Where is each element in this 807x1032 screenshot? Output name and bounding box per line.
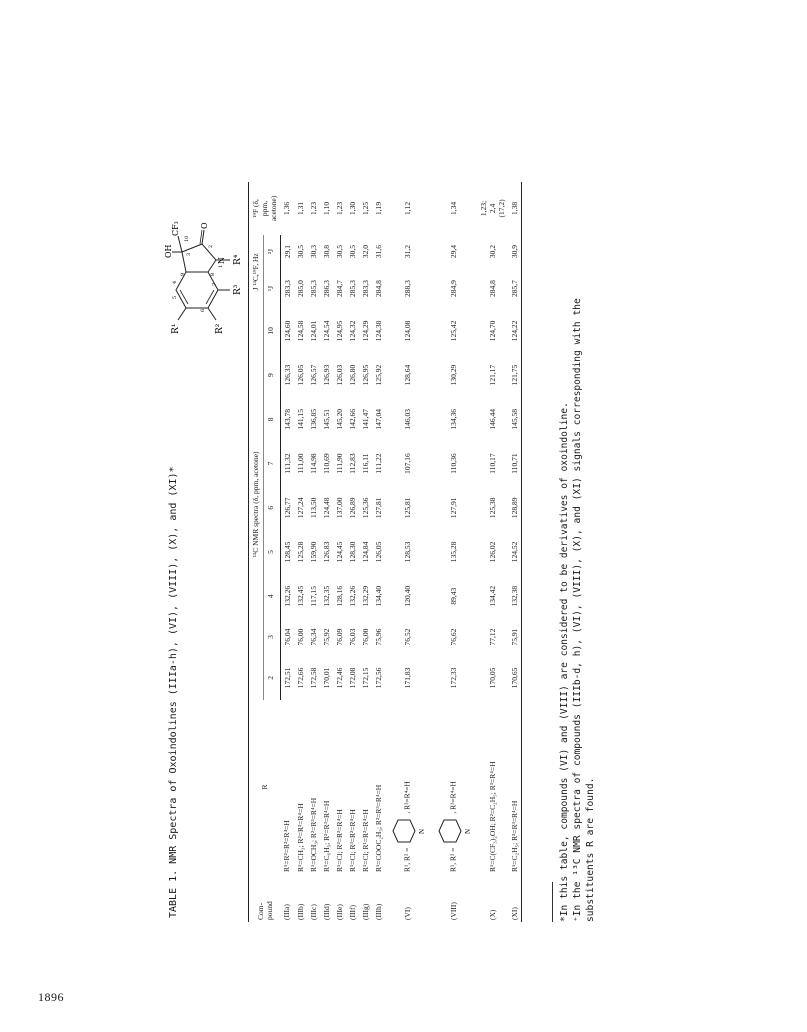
shift-cell: 172,15 bbox=[360, 667, 370, 689]
shift-cell: 145,51 bbox=[321, 409, 331, 430]
table-row bbox=[359, 182, 372, 922]
f19-cell: 1,36 bbox=[282, 201, 292, 216]
coupling-cell: 283,3 bbox=[282, 280, 292, 297]
f19-cell: 1,38 bbox=[508, 182, 522, 235]
shift-cell: 134,40 bbox=[373, 585, 383, 607]
shift-cell: 126,93 bbox=[321, 364, 331, 386]
substituent-cell: R¹=CH₃; R²=R³=R⁴=H bbox=[295, 803, 305, 872]
shift-cell: 126,05 bbox=[373, 541, 383, 563]
shift-cell: 132,26 bbox=[347, 585, 357, 607]
shift-cell: 141,47 bbox=[360, 409, 370, 430]
shift-cell: 159,90 bbox=[308, 541, 318, 563]
c-col-header: 9 bbox=[266, 373, 276, 377]
shift-cell: 126,05 bbox=[295, 364, 305, 386]
compound-cell: (IIIh) bbox=[373, 903, 383, 920]
c-col-header: 7 bbox=[266, 461, 276, 466]
page-number: 1896 bbox=[38, 990, 64, 1004]
footnotes bbox=[558, 182, 597, 922]
f19-cell: 1,23 bbox=[334, 201, 344, 216]
shift-cell: 75,92 bbox=[321, 628, 331, 646]
shift-cell: 125,81 bbox=[403, 497, 412, 519]
shift-cell: 116,11 bbox=[360, 453, 370, 474]
footnote-2: ⁺In the ¹³C NMR spectra of compounds (IIIb-d, h), (VI), (VIII), (X), and (XI) signals corresponding with the bbox=[572, 298, 583, 922]
substituent-cell: R¹=Cl; R²=R³=R⁴=H bbox=[334, 809, 344, 872]
shift-cell: 127,91 bbox=[449, 497, 458, 519]
footnote-1: *In this table, compounds (VI) and (VIII) are considered to be derivatives of oxoindoline. bbox=[559, 402, 570, 922]
pos-6: 6 bbox=[200, 308, 206, 312]
f19-cell: 1,10 bbox=[321, 201, 331, 216]
shift-cell: 127,81 bbox=[373, 497, 383, 519]
cf3-label: CF₃ bbox=[171, 221, 180, 236]
shift-cell: 137,00 bbox=[334, 497, 344, 519]
nmr-table bbox=[248, 182, 522, 922]
table-row bbox=[372, 182, 385, 922]
shift-cell: 171,83 bbox=[403, 667, 412, 689]
compound-cell: (IIIa) bbox=[282, 904, 292, 920]
table-row bbox=[508, 182, 522, 922]
f19-cell: 1,34 bbox=[449, 201, 458, 216]
shift-cell: 121,17 bbox=[487, 364, 497, 386]
coupling-cell: 284,9 bbox=[449, 280, 458, 297]
shift-cell: 128,89 bbox=[508, 486, 522, 530]
shift-cell: 170,05 bbox=[487, 667, 497, 689]
f19-cell: 1,31 bbox=[295, 201, 305, 216]
c-col-header: 4 bbox=[266, 594, 276, 599]
shift-cell: 111,90 bbox=[334, 453, 344, 474]
f19-cell: 1,19 bbox=[373, 201, 383, 216]
landscape-frame bbox=[160, 178, 600, 938]
compound-cell: (IIIe) bbox=[334, 904, 344, 920]
c13-group-header: ¹³C NMR spectra (δ, ppm, acetone) bbox=[249, 309, 264, 700]
shift-cell: 125,28 bbox=[295, 541, 305, 563]
shift-cell: 135,28 bbox=[449, 541, 458, 563]
substituent-cell: R¹=C₆H₅; R²=R³=R⁴=H bbox=[321, 800, 331, 872]
c-col-header: 10 bbox=[266, 327, 276, 335]
shift-cell: 172,08 bbox=[347, 667, 357, 689]
shift-cell: 146,44 bbox=[487, 409, 497, 430]
table-row bbox=[307, 182, 320, 922]
shift-cell: 126,83 bbox=[321, 541, 331, 563]
shift-cell: 76,03 bbox=[347, 628, 357, 646]
table-row bbox=[385, 182, 431, 922]
shift-cell: 145,20 bbox=[334, 409, 344, 430]
shift-cell: 136,85 bbox=[308, 409, 318, 430]
shift-cell: 172,51 bbox=[282, 667, 292, 689]
shift-cell: 126,89 bbox=[347, 497, 357, 519]
shift-cell: 89,43 bbox=[449, 587, 458, 605]
shift-cell: 76,00 bbox=[295, 628, 305, 646]
r-header: R bbox=[249, 700, 281, 874]
shift-cell: 128,30 bbox=[347, 541, 357, 563]
shift-cell: 110,69 bbox=[321, 453, 331, 474]
f19-cell: 1,23; 2,4 (17,2) bbox=[478, 199, 506, 218]
shift-cell: 124,29 bbox=[360, 320, 370, 342]
substituent-prefix: R¹, R² = bbox=[448, 847, 458, 872]
shift-cell: 126,03 bbox=[334, 364, 344, 386]
fused-ring-icon bbox=[436, 814, 472, 848]
r2-label: R² bbox=[215, 323, 225, 334]
table-row bbox=[477, 182, 508, 922]
compound-cell: (IIIb) bbox=[295, 903, 305, 920]
table-title: TABLE 1. NMR Spectra of Oxoindolines (IIIa-h), (VI), (VIII), (X), and (XI)* bbox=[168, 466, 179, 918]
f19-cell: 1,25 bbox=[360, 201, 370, 216]
shift-cell: 76,09 bbox=[334, 628, 344, 646]
coupling-cell: 30,2 bbox=[487, 245, 497, 259]
substituent-prefix: R¹, R² = bbox=[402, 847, 412, 872]
shift-cell: 76,04 bbox=[282, 628, 292, 646]
substituent-cell: R¹=Cl; R¹=R³=R⁴=H bbox=[360, 809, 370, 872]
coupling-cell: 30,9 bbox=[508, 235, 522, 268]
pos-5: 5 bbox=[172, 295, 178, 299]
shift-cell: 114,98 bbox=[308, 453, 318, 474]
shift-cell: 75,91 bbox=[508, 618, 522, 655]
shift-cell: 142,66 bbox=[347, 409, 357, 430]
shift-cell: 170,65 bbox=[508, 656, 522, 700]
c-col-header: 6 bbox=[266, 505, 276, 510]
shift-cell: 124,84 bbox=[360, 541, 370, 563]
shift-cell: 134,36 bbox=[449, 409, 458, 430]
table-row bbox=[280, 182, 294, 922]
table-row bbox=[346, 182, 359, 922]
shift-cell: 111,32 bbox=[282, 453, 292, 474]
shift-cell: 145,58 bbox=[508, 397, 522, 441]
c-col-header: 5 bbox=[266, 550, 276, 554]
shift-cell: 146,03 bbox=[403, 409, 412, 430]
coupling-cell: 31,6 bbox=[373, 245, 383, 259]
f19-cell: 1,23 bbox=[308, 201, 318, 216]
coupling-cell: 32,0 bbox=[360, 245, 370, 259]
n-label: N bbox=[217, 257, 226, 264]
compound-cell: (IIIg) bbox=[360, 903, 370, 920]
coupling-cell: 29,1 bbox=[282, 245, 292, 259]
c-col-header: 3 bbox=[266, 635, 276, 639]
table-row bbox=[431, 182, 477, 922]
shift-cell: 130,29 bbox=[449, 364, 458, 386]
c-col-header: 8 bbox=[266, 417, 276, 422]
shift-cell: 126,77 bbox=[282, 497, 292, 519]
shift-cell: 124,45 bbox=[334, 541, 344, 563]
substituent-suffix: , R³=R⁴=H bbox=[448, 781, 458, 814]
pos-3: 3 bbox=[186, 252, 192, 256]
shift-cell: 170,01 bbox=[321, 667, 331, 689]
coupling-cell: 285,3 bbox=[308, 280, 318, 297]
shift-cell: 126,80 bbox=[347, 364, 357, 386]
j-col-header: ¹J bbox=[266, 285, 276, 292]
substituent-cell: R¹=R²=R³=R⁴=H bbox=[282, 820, 292, 872]
coupling-cell: 30,5 bbox=[334, 245, 344, 259]
shift-cell: 132,26 bbox=[282, 585, 292, 607]
r4-label: R⁴ bbox=[233, 254, 243, 265]
nmr-table-body bbox=[280, 182, 521, 922]
shift-cell: 76,52 bbox=[403, 628, 412, 646]
shift-cell: 76,34 bbox=[308, 628, 318, 646]
coupling-cell: 286,3 bbox=[321, 280, 331, 297]
oh-label: OH bbox=[164, 244, 173, 258]
shift-cell: 143,78 bbox=[282, 409, 292, 430]
shift-cell: 77,12 bbox=[487, 628, 497, 646]
fused-ring-icon bbox=[390, 814, 426, 848]
substituent-cell: R¹=C₂H₅; R²=R³=R⁴=H bbox=[508, 700, 522, 874]
coupling-cell: 29,4 bbox=[449, 245, 458, 259]
shift-cell: 76,62 bbox=[449, 628, 458, 646]
pos-2: 2 bbox=[208, 244, 214, 248]
shift-cell: 172,33 bbox=[449, 667, 458, 689]
substituent-cell: R¹=COOC₂H₅; R²=R³=R⁴=H bbox=[373, 784, 383, 872]
shift-cell: 126,95 bbox=[360, 364, 370, 386]
o-label: O bbox=[200, 222, 209, 229]
coupling-cell: 285,7 bbox=[508, 268, 522, 309]
table-row bbox=[320, 182, 333, 922]
coupling-cell: 30,3 bbox=[308, 245, 318, 259]
compound-cell: (VIII) bbox=[449, 902, 458, 920]
shift-cell: 132,35 bbox=[321, 585, 331, 607]
coupling-cell: 30,8 bbox=[321, 245, 331, 259]
c-col-header: 2 bbox=[266, 676, 276, 680]
substituent-cell: R¹=Cl; R³=R²=R⁴=H bbox=[347, 809, 357, 872]
shift-cell: 132,38 bbox=[508, 574, 522, 618]
pos-4: 4 bbox=[172, 280, 178, 284]
shift-cell: 172,46 bbox=[334, 667, 344, 689]
shift-cell: 110,71 bbox=[508, 441, 522, 485]
compound-cell: (IIIf) bbox=[347, 905, 357, 920]
substituent-suffix: , R³=R⁴=H bbox=[402, 781, 412, 814]
shift-cell: 126,33 bbox=[282, 364, 292, 386]
compound-cell: (XI) bbox=[508, 874, 522, 922]
coupling-cell: 284,8 bbox=[487, 280, 497, 297]
shift-cell: 147,04 bbox=[373, 409, 383, 430]
shift-cell: 124,32 bbox=[347, 320, 357, 342]
shift-cell: 124,08 bbox=[403, 320, 412, 342]
shift-cell: 124,58 bbox=[295, 320, 305, 342]
shift-cell: 111,22 bbox=[373, 453, 383, 474]
coupling-cell: 30,5 bbox=[347, 245, 357, 259]
shift-cell: 141,15 bbox=[295, 409, 305, 430]
compound-cell: (VI) bbox=[403, 907, 412, 920]
compound-header: Com- pound bbox=[249, 874, 281, 922]
shift-cell: 124,54 bbox=[321, 320, 331, 342]
shift-cell: 124,95 bbox=[334, 320, 344, 342]
shift-cell: 128,64 bbox=[403, 364, 412, 386]
shift-cell: 110,36 bbox=[449, 453, 458, 474]
substituent-cell: R¹=OCH₃; R²=R³=R⁴=H bbox=[308, 797, 318, 872]
r3-label: R³ bbox=[233, 284, 243, 295]
shift-cell: 113,50 bbox=[308, 497, 318, 518]
r1-label: R¹ bbox=[171, 323, 181, 334]
table-row bbox=[294, 182, 307, 922]
rotated-table-region bbox=[160, 0, 600, 1032]
shift-cell: 124,01 bbox=[308, 320, 318, 342]
f19-cell: 1,12 bbox=[403, 201, 412, 216]
shift-cell: 121,75 bbox=[508, 353, 522, 397]
coupling-cell: 284,7 bbox=[334, 280, 344, 297]
shift-cell: 125,92 bbox=[373, 364, 383, 386]
shift-cell: 125,42 bbox=[449, 320, 458, 342]
f19-cell: 1,30 bbox=[347, 201, 357, 216]
shift-cell: 172,56 bbox=[373, 667, 383, 689]
substituent-cell bbox=[431, 700, 477, 874]
shift-cell: 76,00 bbox=[360, 628, 370, 646]
shift-cell: 120,40 bbox=[403, 585, 412, 607]
shift-cell: 111,00 bbox=[295, 453, 305, 474]
j-group-header: J ¹³C,¹⁹F, Hz bbox=[249, 235, 264, 309]
ring-n-label: N bbox=[417, 828, 426, 834]
coupling-cell: 30,5 bbox=[295, 245, 305, 259]
shift-cell: 132,45 bbox=[295, 585, 305, 607]
table-row bbox=[333, 182, 346, 922]
shift-cell: 134,42 bbox=[487, 585, 497, 607]
shift-cell: 112,83 bbox=[347, 453, 357, 474]
shift-cell: 117,15 bbox=[308, 586, 318, 607]
shift-cell: 125,36 bbox=[360, 497, 370, 519]
shift-cell: 124,48 bbox=[321, 497, 331, 519]
pos-8: 8 bbox=[210, 272, 216, 276]
pos-10: 10 bbox=[184, 235, 190, 242]
shift-cell: 110,17 bbox=[487, 453, 497, 474]
shift-cell: 124,22 bbox=[508, 309, 522, 353]
footnote-3: substituents R are found. bbox=[585, 777, 596, 922]
oxoindoline-structure bbox=[164, 198, 250, 348]
shift-cell: 172,58 bbox=[308, 667, 318, 689]
shift-cell: 75,96 bbox=[373, 628, 383, 646]
shift-cell: 126,02 bbox=[487, 541, 497, 563]
compound-cell: (IIId) bbox=[321, 903, 331, 920]
substituent-cell bbox=[385, 700, 431, 874]
shift-cell: 127,24 bbox=[295, 497, 305, 519]
coupling-cell: 283,3 bbox=[360, 280, 370, 297]
compound-cell: (X) bbox=[487, 909, 497, 920]
shift-cell: 107,16 bbox=[403, 453, 412, 474]
pos-7: 7 bbox=[212, 282, 218, 286]
shift-cell: 126,57 bbox=[308, 364, 318, 386]
compound-cell: (IIIc) bbox=[308, 904, 318, 920]
pos-1: 1 bbox=[218, 264, 224, 268]
coupling-cell: 284,8 bbox=[373, 280, 383, 297]
j-col-header: ²J bbox=[266, 249, 276, 255]
shift-cell: 128,45 bbox=[282, 541, 292, 563]
footnote-rule bbox=[552, 882, 553, 922]
shift-cell: 172,66 bbox=[295, 667, 305, 689]
coupling-cell: 285,3 bbox=[347, 280, 357, 297]
shift-cell: 124,38 bbox=[373, 320, 383, 342]
shift-cell: 132,29 bbox=[360, 585, 370, 607]
coupling-cell: 285,0 bbox=[295, 280, 305, 297]
ring-n-label: N bbox=[463, 828, 472, 834]
pos-9: 9 bbox=[180, 272, 186, 276]
shift-cell: 124,70 bbox=[487, 320, 497, 342]
f19-header: ¹⁹F (δ, ppm, acetone) bbox=[249, 182, 281, 235]
shift-cell: 128,16 bbox=[334, 585, 344, 607]
shift-cell: 125,38 bbox=[487, 497, 497, 519]
coupling-cell: 31,2 bbox=[403, 245, 412, 259]
shift-cell: 124,52 bbox=[508, 530, 522, 574]
shift-cell: 128,53 bbox=[403, 541, 412, 563]
substituent-cell: R¹=C(CF₃)₂OH; R²=C₂H₅; R³=R⁴=H bbox=[487, 761, 497, 872]
coupling-cell: 288,3 bbox=[403, 280, 412, 297]
shift-cell: 124,60 bbox=[282, 320, 292, 342]
